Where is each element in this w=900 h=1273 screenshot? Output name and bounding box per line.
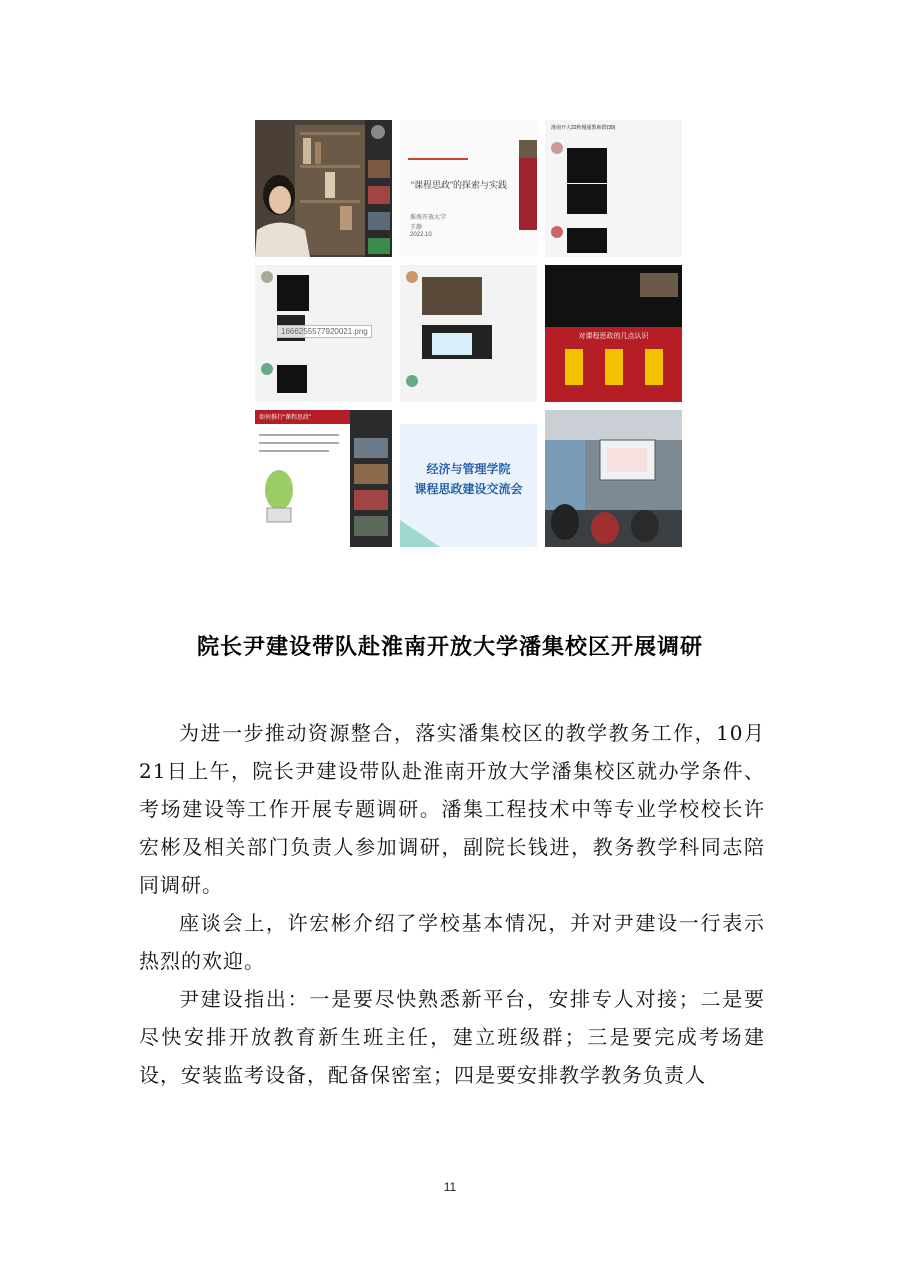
slide-webcam-thumb xyxy=(519,140,537,158)
participant-thumb xyxy=(354,438,388,458)
chat-avatar xyxy=(261,271,273,283)
chat-avatar-2 xyxy=(406,375,418,387)
participant-thumb xyxy=(354,464,388,484)
collage-photo-chat-2 xyxy=(255,265,392,402)
banner-text: 对课程思政的几点认识 xyxy=(578,333,649,340)
collage-photo-chat-3 xyxy=(400,265,537,402)
chat-video-thumb xyxy=(422,277,482,315)
webcam-thumb xyxy=(640,273,678,297)
slide-school: 淮南开放大学 xyxy=(410,215,447,221)
chat-image-3 xyxy=(277,365,307,393)
paragraph-2: 座谈会上，许宏彬介绍了学校基本情况，并对尹建设一行表示热烈的欢迎。 xyxy=(139,911,765,973)
chat-avatar xyxy=(406,271,418,283)
banner-card-2 xyxy=(605,349,623,385)
chat-filename: 1666255577920021.png xyxy=(277,325,372,338)
chat-image-2 xyxy=(567,184,607,214)
video-call-illustration xyxy=(255,120,392,257)
collage-photo-slide xyxy=(400,120,537,257)
meeting-room-illustration xyxy=(545,410,682,547)
chat-title: 淮南开大22秋慢通教师群(39) xyxy=(551,125,616,131)
slide-heading: 如何推行“课程思政” xyxy=(259,415,311,421)
text-line xyxy=(259,442,339,444)
participant-thumb xyxy=(354,516,388,536)
chat-avatar-2 xyxy=(261,363,273,375)
photo-collage xyxy=(255,120,683,548)
chat-avatar xyxy=(551,142,563,154)
chat-image-1 xyxy=(277,275,309,311)
slide-date: 2022.10 xyxy=(410,232,432,238)
banner-card-1 xyxy=(565,349,583,385)
paragraph-3: 尹建设指出：一是要尽快熟悉新平台，安排专人对接；二是要尽快安排开放教育新生班主任，建立班级群；三是要完成考场建设，安装监考设备，配备保密室；四是要安排教学教务负责人 xyxy=(139,987,765,1087)
paragraph-1: 为进一步推动资源整合，落实潘集校区的教学教务工作，10月21日上午，院长尹建设带队赴淮南开放大学潘集校区就办学条件、考场建设等工作开展专题调研。潘集工程技术中等专业学校校长许宏彬及相关部门负责人参加调研，副院长钱进，教务教学科同志陪同调研。 xyxy=(139,721,765,897)
slide-header xyxy=(400,410,537,424)
collage-photo-video-call xyxy=(255,120,392,257)
banner-card-3 xyxy=(645,349,663,385)
slide-title-line-2: 课程思政建设交流会 xyxy=(414,482,523,496)
slide-accent-line xyxy=(408,158,468,160)
collage-photo-meeting-room xyxy=(545,410,682,547)
collage-photo-chat xyxy=(545,120,682,257)
collage-photo-plant-slide xyxy=(255,410,392,547)
slide-heading: “课程思政”的探索与实践 xyxy=(411,180,507,190)
plant-icon xyxy=(259,470,299,530)
participant-thumb xyxy=(354,490,388,510)
collage-photo-banner-slide xyxy=(545,265,682,402)
chat-avatar-2 xyxy=(551,226,563,238)
text-line xyxy=(259,434,339,436)
slide-title-line-1: 经济与管理学院 xyxy=(426,462,511,476)
chat-image-inner xyxy=(432,333,472,355)
chat-image-1 xyxy=(567,148,607,183)
slide-decoration xyxy=(400,510,537,547)
text-line xyxy=(259,450,329,452)
slide-presenter: 王静 xyxy=(410,225,423,231)
page-number: 11 xyxy=(443,1180,457,1194)
article-body xyxy=(139,714,765,1094)
article-title: 院长尹建设带队赴淮南开放大学潘集校区开展调研 xyxy=(196,635,703,660)
chat-image-3 xyxy=(567,228,607,253)
collage-photo-title-slide xyxy=(400,410,537,547)
